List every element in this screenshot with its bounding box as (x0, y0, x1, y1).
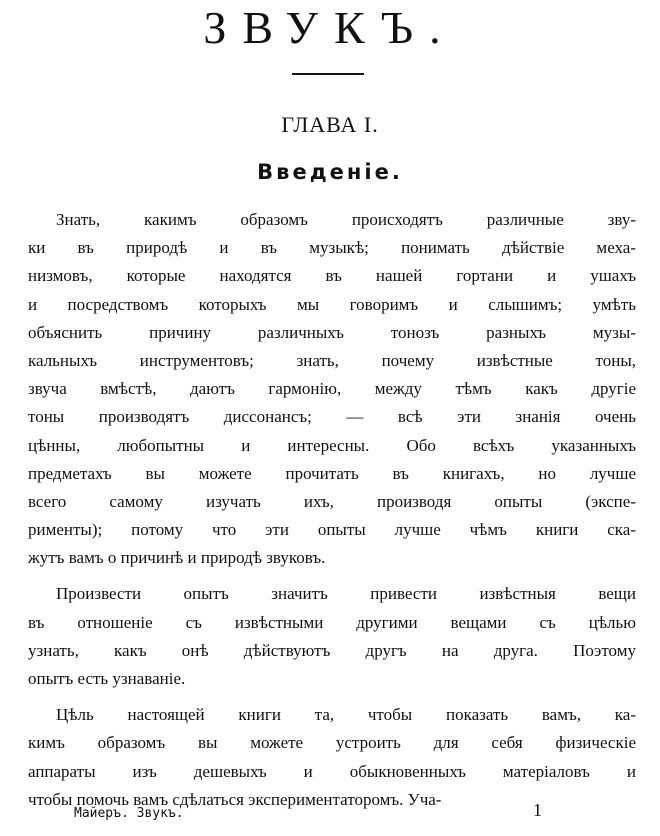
text-line: кальныхъ инструментовъ; знать, почему извѣстные тоны, (28, 350, 636, 370)
paragraph (28, 580, 636, 693)
title-divider (292, 73, 364, 75)
body-text (28, 206, 636, 822)
text-line: Знать, какимъ образомъ происходятъ различные зву- (56, 210, 636, 229)
text-line: всего самому изучать ихъ, производя опыты (экспе- (28, 491, 636, 511)
text-line: Произвести опытъ значитъ привести извѣстныя вещи (56, 584, 636, 604)
text-line: тоны производятъ диссонансъ; — всѣ эти знанія очень (28, 407, 636, 427)
text-line: низмовъ, которые находятся въ нашей гортани и ушахъ (28, 266, 636, 286)
text-line: опытъ есть узнаваніе. (28, 669, 186, 688)
chapter-label: ГЛАВА I. (281, 112, 379, 137)
text-line: аппараты изъ дешевыхъ и обыкновенныхъ матеріаловъ и (28, 761, 636, 781)
text-line: кимъ образомъ вы можете устроить для себя физическіе (28, 733, 636, 753)
paragraph (28, 206, 636, 572)
page-number: 1 (533, 800, 542, 820)
text-line: рименты); потому что эти опыты лучше чѣмъ книги ска- (28, 520, 636, 540)
footer-signature: Майеръ. Звукъ. (74, 806, 184, 821)
text-line: объяснить причину различныхъ тонозъ разныхъ музы- (28, 322, 636, 342)
text-line: звуча вмѣстѣ, даютъ гармонію, между тѣмъ какъ другіе (28, 379, 636, 399)
text-line: и посредствомъ которыхъ мы говоримъ и слышимъ; умѣть (28, 294, 636, 314)
section-heading: Введеніе. (257, 160, 403, 184)
text-line: жутъ вамъ о причинѣ и природѣ звуковъ. (28, 548, 326, 568)
text-line: цѣнны, любопытны и интересны. Обо всѣхъ указанныхъ (28, 435, 636, 455)
text-line: въ отношеніе съ извѣстными другими вещами съ цѣлью (28, 612, 636, 632)
paragraph (28, 701, 636, 814)
text-line: предметахъ вы можете прочитать въ книгахъ, но лучше (28, 463, 636, 483)
text-line: чтобы помочь вамъ сдѣлаться экспериментаторомъ. Уча- (28, 789, 442, 809)
text-line: узнать, какъ онѣ дѣйствуютъ другъ на друга. Поэтому (28, 640, 636, 660)
book-title: ЗВУКЪ. (203, 2, 457, 53)
text-line: ки въ природѣ и въ музыкѣ; понимать дѣйствіе меха- (28, 238, 636, 258)
text-line: Цѣль настоящей книги та, чтобы показать вамъ, ка- (56, 705, 636, 725)
